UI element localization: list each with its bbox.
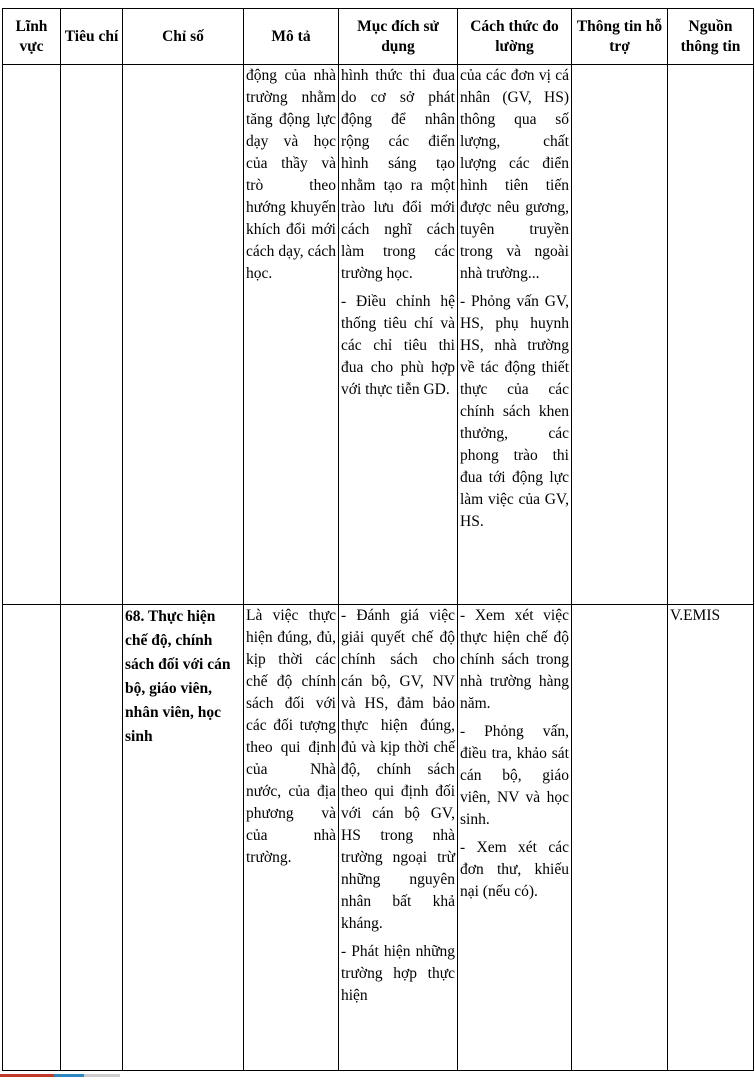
muc-dich-para: hình thức thi đua do cơ sở phát động để nhân rộng các điển hình sáng tạo nhằm tạo ra một trào lưu đổi mới cách nghĩ cách làm trong các trường học.	[341, 67, 455, 282]
cell-tieu-chi	[61, 605, 123, 1071]
header-tieu-chi: Tiêu chí	[61, 9, 123, 65]
cell-nguon	[668, 65, 754, 605]
cell-linh-vuc	[3, 65, 61, 605]
cell-nguon: V.EMIS	[668, 605, 754, 1071]
header-cach-thuc: Cách thức đo lường	[458, 9, 572, 65]
mo-ta-text: Là việc thực hiện đúng, đủ, kịp thời các chế độ chính sách đối với các đối tượng theo qui định của Nhà nước, của địa phương và của nhà trường.	[246, 607, 336, 866]
mo-ta-text: động của nhà trường nhằm tăng động lực dạy và học của thầy và trò theo hướng khuyến khích đổi mới cách dạy, cách học.	[246, 67, 336, 282]
header-row	[3, 9, 754, 65]
cell-thong-tin	[572, 65, 668, 605]
muc-dich-para: - Đánh giá việc giải quyết chế độ chính sách cho cán bộ, GV, NV và HS, đảm bảo thực hiện đúng, đủ và kịp thời chế độ, chính sách theo qui định đối với cán bộ GV, HS trong nhà trường ngoại trừ những nguyên nhân bất khả kháng.	[341, 607, 455, 932]
cell-cach-thuc	[458, 65, 572, 605]
header-muc-dich: Mục đích sử dụng	[339, 9, 458, 65]
header-thong-tin: Thông tin hỗ trợ	[572, 9, 668, 65]
cach-thuc-para: - Xem xét các đơn thư, khiếu nại (nếu có).	[460, 839, 569, 900]
cell-tieu-chi	[61, 65, 123, 605]
cach-thuc-para: - Phỏng vấn GV, HS, phụ huynh HS, nhà trường về tác động thiết thực của các chính sách khen thưởng, các phong trào thi đua tới động lực làm việc của GV, HS.	[460, 293, 569, 530]
cach-thuc-para: - Xem xét việc thực hiện chế độ chính sách trong nhà trường hàng năm.	[460, 607, 569, 712]
cell-thong-tin	[572, 605, 668, 1071]
document-page	[2, 8, 754, 1071]
cell-cach-thuc	[458, 605, 572, 1071]
muc-dich-para: - Điều chỉnh hệ thống tiêu chí và các chỉ tiêu thi đua cho phù hợp với thực tiễn GD.	[341, 293, 455, 398]
indicator-title: 68. Thực hiện chế độ, chính sách đối với cán bộ, giáo viên, nhân viên, học sinh	[125, 608, 231, 745]
cell-mo-ta	[244, 65, 339, 605]
table-row	[3, 605, 754, 1071]
cell-chi-so	[123, 65, 244, 605]
header-nguon: Nguồn thông tin	[668, 9, 754, 65]
muc-dich-para: - Phát hiện những trường hợp thực hiện	[341, 943, 455, 1004]
cach-thuc-para: - Phỏng vấn, điều tra, khảo sát cán bộ, giáo viên, NV và học sinh.	[460, 723, 569, 828]
cell-linh-vuc	[3, 605, 61, 1071]
footer-color-bar	[0, 1074, 120, 1077]
header-mo-ta: Mô tả	[244, 9, 339, 65]
cell-mo-ta	[244, 605, 339, 1071]
indicator-table	[2, 8, 754, 1071]
header-chi-so: Chỉ số	[123, 9, 244, 65]
cell-chi-so	[123, 605, 244, 1071]
cell-muc-dich	[339, 65, 458, 605]
table-row	[3, 65, 754, 605]
header-linh-vuc: Lĩnh vực	[3, 9, 61, 65]
cach-thuc-para: của các đơn vị cá nhân (GV, HS) thông qua số lượng, chất lượng các điển hình tiên tiến được nêu gương, tuyên truyền trong và ngoài nhà trường...	[460, 67, 569, 282]
cell-muc-dich	[339, 605, 458, 1071]
